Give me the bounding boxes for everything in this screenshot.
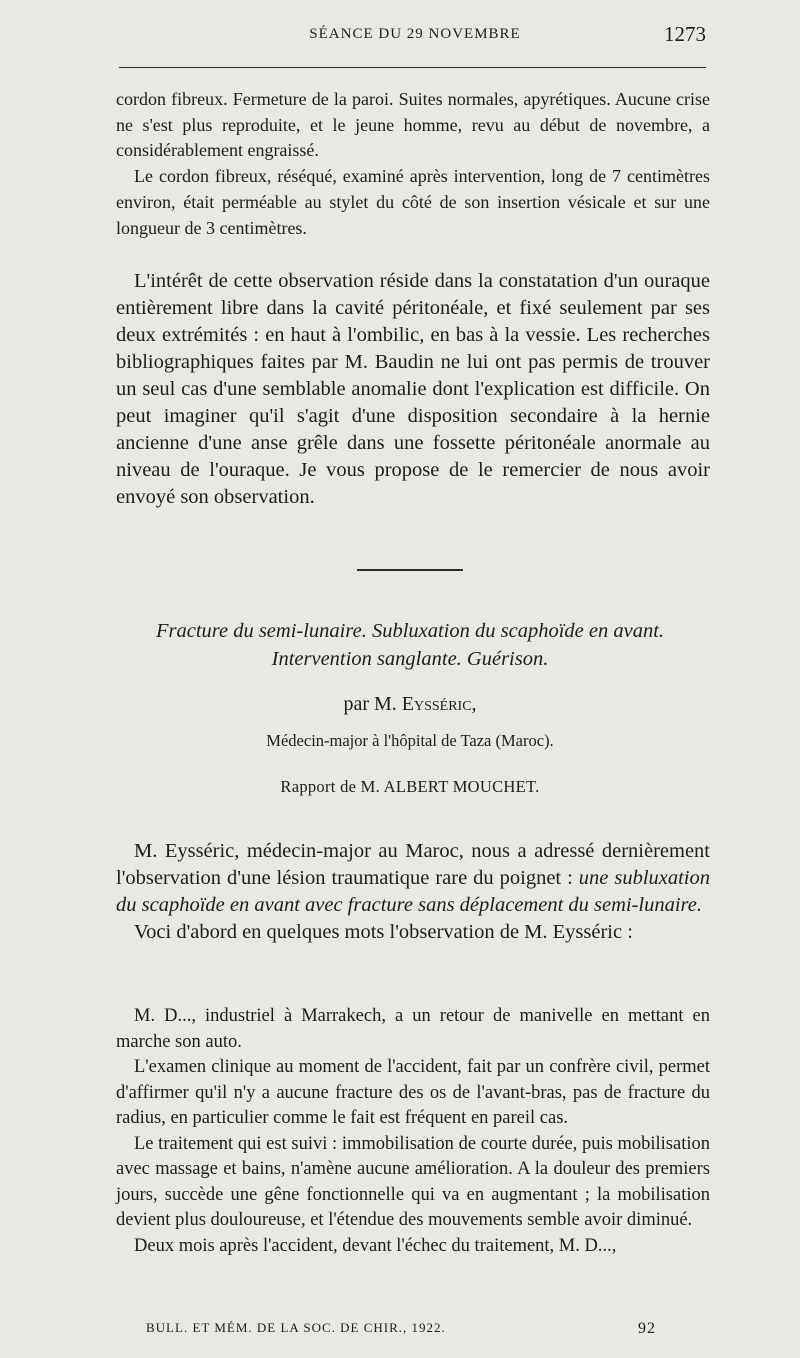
observation-paragraph-2: L'examen clinique au moment de l'accident, fait par un confrère civil, permet d'affirmer qu'il n'y a aucune fracture des os de l'avant-bras, pas de fracture du radius, en particulier comme le fait est fréquent en pareil cas. (116, 1057, 710, 1128)
page-footer (146, 1320, 656, 1336)
case-end-section (116, 87, 710, 241)
author-name: Eysséric, (401, 693, 477, 715)
case-paragraph-2: Le cordon fibreux, réséqué, examiné après intervention, long de 7 centimètres environ, était perméable au stylet du côté de son insertion vésicale et sur une longueur de 3 centimètres. (116, 166, 710, 238)
section-separator (357, 569, 463, 571)
intro-italic-diagnosis: une subluxation du scaphoïde en avant avec fracture sans déplacement du semi-lunaire. (116, 867, 710, 916)
intro-paragraph (116, 838, 710, 919)
author-affiliation: Médecin-major à l'hôpital de Taza (Maroc). (266, 731, 554, 750)
observation-paragraph-4: Deux mois après l'accident, devant l'échec du traitement, M. D..., (134, 1235, 617, 1256)
footer-citation: BULL. ET MÉM. DE LA SOC. DE CHIR., 1922. (146, 1320, 446, 1335)
report-credit: Rapport de M. ALBERT MOUCHET. (280, 777, 540, 796)
article-intro (116, 838, 710, 946)
header-rule (119, 67, 706, 68)
article-author (100, 693, 720, 716)
observation-paragraph-1: M. D..., industriel à Marrakech, a un retour de manivelle en mettant en marche son auto. (116, 1006, 710, 1052)
signature-mark: 92 (638, 1320, 656, 1337)
commentary-paragraph: L'intérêt de cette observation réside dans la constatation d'un ouraque entièrement libre dans la cavité péritonéale, et fixé seulement par ses deux extrémités : en haut à l'ombilic, en bas à la vessie. Les recherches bibliographiques faites par M. Baudin ne lui ont pas permis de trouver un seul cas d'une semblable anomalie dont l'explication est difficile. On peut imaginer qu'il s'agit d'une disposition secondaire à la hernie ancienne d'une anse grêle dans une fossette péritonéale anormale au niveau de l'ouraque. Je vous propose de le remercier de nous avoir envoyé son observation. (116, 270, 710, 508)
case-paragraph-1: cordon fibreux. Fermeture de la paroi. Suites normales, apyrétiques. Aucune crise ne s'est plus reproduite, et le jeune homme, revu au début de novembre, a considérablement engraissé. (116, 89, 710, 161)
page-number: 1273 (664, 22, 706, 46)
observation-paragraph-3: Le traitement qui est suivi : immobilisation de courte durée, puis mobilisation avec massage et bains, n'amène aucune amélioration. A la douleur des premiers jours, succède une gêne fonctionnelle qui va en augmentant ; la mobilisation devient plus douloureuse, et l'étendue des mouvements semble avoir diminué. (116, 1133, 710, 1230)
intro-paragraph-2: Voci d'abord en quelques mots l'observation de M. Eysséric : (134, 921, 633, 943)
observation-section (116, 1004, 710, 1259)
intro-text: M. Eysséric, médecin-major au Maroc, nous a adressé dernièrement l'observation d'une lésion traumatique rare du poignet : (116, 840, 710, 889)
commentary-section (116, 268, 710, 511)
running-title: SÉANCE DU 29 NOVEMBRE (309, 26, 521, 42)
article-title-line-1: Fracture du semi-lunaire. Subluxation du scaphoïde en avant. (155, 620, 665, 642)
article-title-line-2: Intervention sanglante. Guérison. (271, 648, 549, 670)
author-prefix: par M. (343, 693, 397, 715)
